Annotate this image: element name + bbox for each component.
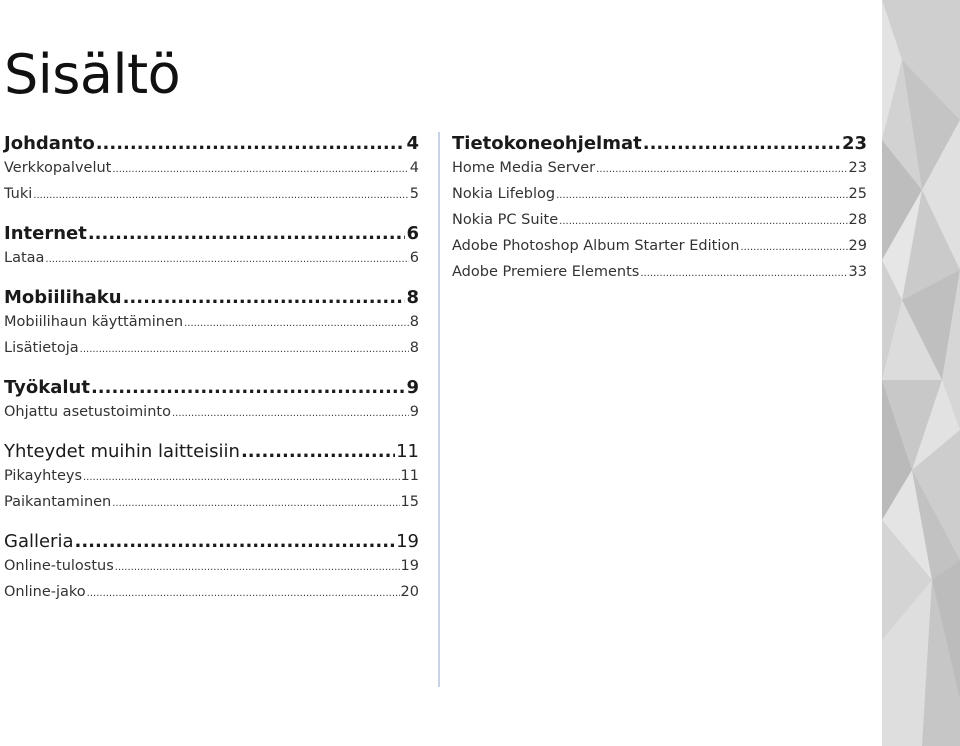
- decorative-side-panel: [882, 0, 960, 746]
- toc-item[interactable]: [4, 336, 419, 362]
- toc-item-page: 28: [848, 212, 867, 228]
- toc-heading[interactable]: [4, 440, 419, 464]
- leader-dots: [33, 182, 408, 208]
- leader-dots: [643, 132, 841, 156]
- toc-section-tietokoneohjelmat: [452, 132, 867, 286]
- toc-item[interactable]: [452, 234, 867, 260]
- leader-dots: [91, 376, 406, 400]
- toc-item-page: 6: [409, 250, 419, 266]
- toc-heading-label: Mobiilihaku: [4, 287, 122, 308]
- leader-dots: [184, 310, 409, 336]
- toc-item-page: 15: [400, 494, 419, 510]
- leader-dots: [112, 156, 408, 182]
- toc-heading[interactable]: [4, 222, 419, 246]
- toc-item-label: Nokia Lifeblog: [452, 186, 556, 202]
- toc-section-mobiilihaku: [4, 286, 419, 362]
- toc-item-page: 33: [848, 264, 867, 280]
- toc-heading-label: Internet: [4, 223, 87, 244]
- toc-heading-page: 9: [406, 377, 419, 398]
- toc-heading-label: Työkalut: [4, 377, 90, 398]
- toc-heading[interactable]: [4, 530, 419, 554]
- toc-item-label: Nokia PC Suite: [452, 212, 559, 228]
- toc-item-label: Tuki: [4, 186, 33, 202]
- toc-heading-page: 6: [406, 223, 419, 244]
- toc-section-tyokalut: [4, 376, 419, 426]
- toc-item[interactable]: [452, 182, 867, 208]
- leader-dots: [123, 286, 406, 310]
- toc-item-label: Verkkopalvelut: [4, 160, 112, 176]
- leader-dots: [96, 132, 406, 156]
- toc-item[interactable]: [4, 490, 419, 516]
- toc-item-label: Adobe Photoshop Album Starter Edition: [452, 238, 740, 254]
- leader-dots: [740, 234, 847, 260]
- toc-item[interactable]: [4, 464, 419, 490]
- toc-item-page: 11: [400, 468, 419, 484]
- toc-item-page: 4: [409, 160, 419, 176]
- toc-item-label: Ohjattu asetustoiminto: [4, 404, 171, 420]
- toc-item-page: 25: [848, 186, 867, 202]
- toc-item-page: 23: [848, 160, 867, 176]
- toc-heading-page: 11: [396, 441, 419, 462]
- toc-item-label: Home Media Server: [452, 160, 596, 176]
- toc-item-page: 8: [409, 314, 419, 330]
- leader-dots: [87, 580, 400, 606]
- leader-dots: [241, 440, 395, 464]
- toc-item-label: Online-jako: [4, 584, 86, 600]
- toc-heading[interactable]: [452, 132, 867, 156]
- toc-heading-page: 8: [406, 287, 419, 308]
- toc-item-label: Lisätietoja: [4, 340, 79, 356]
- toc-heading-label: Johdanto: [4, 133, 95, 154]
- toc-item[interactable]: [4, 554, 419, 580]
- toc-item-page: 9: [409, 404, 419, 420]
- leader-dots: [172, 400, 409, 426]
- toc-item[interactable]: [4, 580, 419, 606]
- toc-item-label: Lataa: [4, 250, 45, 266]
- column-divider: [438, 132, 440, 687]
- toc-heading[interactable]: [4, 132, 419, 156]
- leader-dots: [45, 246, 408, 272]
- leader-dots: [80, 336, 409, 362]
- toc-item[interactable]: [452, 260, 867, 286]
- leader-dots: [88, 222, 406, 246]
- toc-item-page: 20: [400, 584, 419, 600]
- toc-item[interactable]: [4, 246, 419, 272]
- toc-item[interactable]: [452, 156, 867, 182]
- toc-item[interactable]: [4, 400, 419, 426]
- toc-heading[interactable]: [4, 286, 419, 310]
- toc-section-galleria: [4, 530, 419, 606]
- leader-dots: [83, 464, 400, 490]
- leader-dots: [112, 490, 399, 516]
- toc-item-label: Pikayhteys: [4, 468, 82, 484]
- toc-left-column: [4, 132, 419, 620]
- toc-item[interactable]: [4, 310, 419, 336]
- toc-heading-label: Galleria: [4, 531, 74, 552]
- toc-item[interactable]: [452, 208, 867, 234]
- toc-item[interactable]: [4, 182, 419, 208]
- toc-item[interactable]: [4, 156, 419, 182]
- toc-item-label: Adobe Premiere Elements: [452, 264, 640, 280]
- toc-item-page: 29: [848, 238, 867, 254]
- leader-dots: [75, 530, 396, 554]
- toc-heading-page: 4: [406, 133, 419, 154]
- leader-dots: [596, 156, 847, 182]
- toc-heading-page: 19: [396, 531, 419, 552]
- toc-right-column: [452, 132, 867, 300]
- leader-dots: [115, 554, 400, 580]
- toc-item-page: 8: [409, 340, 419, 356]
- toc-heading-label: Yhteydet muihin laitteisiin: [4, 441, 240, 462]
- faceted-pattern: [882, 0, 960, 746]
- toc-heading[interactable]: [4, 376, 419, 400]
- toc-section-internet: [4, 222, 419, 272]
- page-title: Sisältö: [4, 43, 181, 106]
- toc-section-johdanto: [4, 132, 419, 208]
- leader-dots: [556, 182, 847, 208]
- toc-item-label: Mobiilihaun käyttäminen: [4, 314, 184, 330]
- toc-heading-label: Tietokoneohjelmat: [452, 133, 642, 154]
- toc-item-label: Paikantaminen: [4, 494, 112, 510]
- toc-heading-page: 23: [841, 133, 867, 154]
- toc-item-page: 19: [400, 558, 419, 574]
- leader-dots: [559, 208, 847, 234]
- toc-section-yhteydet: [4, 440, 419, 516]
- toc-item-label: Online-tulostus: [4, 558, 114, 574]
- leader-dots: [640, 260, 847, 286]
- toc-item-page: 5: [409, 186, 419, 202]
